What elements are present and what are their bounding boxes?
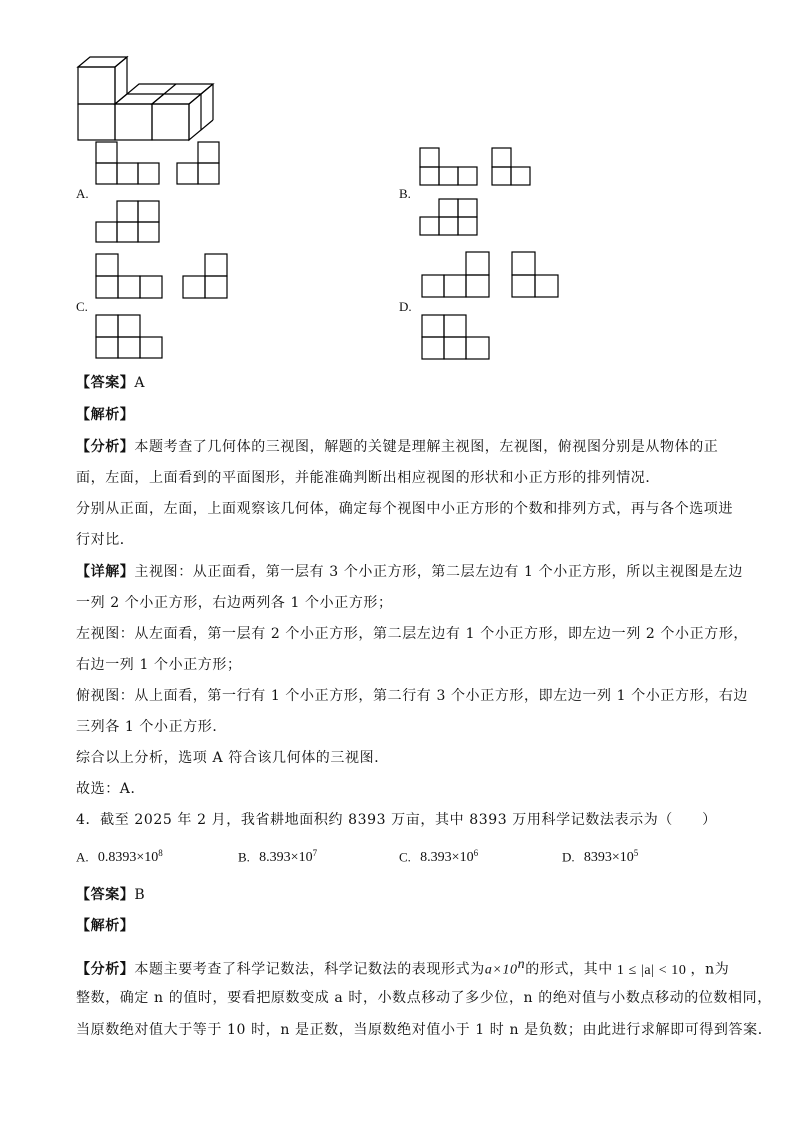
exponent: 8 [158,848,163,858]
option-a-label[interactable]: A. [76,186,89,201]
q4-analysis-heading: 【解析】 [76,918,135,934]
q4-analysis-line1 [76,955,729,981]
option-c-label[interactable]: C. [76,299,88,314]
q3-detail-line8: 故选：A． [76,781,146,797]
option-d-views[interactable] [420,250,565,365]
option-label: C. [399,849,411,865]
q4-answer [76,885,145,905]
q3-detail-line4: 右边一列 1 个小正方形； [76,657,242,673]
option-a-views[interactable] [94,140,224,245]
q3-detail-line1 [76,562,743,582]
option-b-label[interactable]: B. [399,186,411,201]
text-line: ，n为 [690,961,730,978]
exponent: 5 [633,848,639,858]
option-label: B. [238,849,250,865]
q3-detail-line6: 三列各 1 个小正方形． [76,719,228,735]
q3-analysis-line3: 分别从正面，左面，上面观察该几何体，确定每个视图中小正方形的个数和排列方式，再与各个选项进 [76,501,733,517]
q4-option-c[interactable] [399,848,478,866]
q4-option-b[interactable] [238,848,317,866]
q3-analysis-line2: 面，左面，上面看到的平面图形，并能准确判断出相应视图的形状和小正方形的排列情况． [76,470,660,486]
analysis-tag: 【分析】 [76,961,135,978]
answer-label: 【答案】 [76,887,135,903]
q3-detail-line5: 俯视图：从上面看，第一行有 1 个小正方形，第二行有 3 个小正方形，即左边一列 1 个小正方形，右边 [76,688,749,704]
text-line: 的形式，其中 [525,961,613,978]
option-d-label[interactable]: D. [399,299,412,314]
option-value: 8393×10 [583,850,634,866]
q3-detail-line7: 综合以上分析，选项 A 符合该几何体的三视图． [76,750,389,766]
option-b-views[interactable] [418,146,538,238]
text-line: 主视图：从正面看，第一层有 3 个小正方形，第二层左边有 1 个小正方形，所以主视图是左边 [134,564,744,580]
q4-stem: 4．截至 2025 年 2 月，我省耕地面积约 8393 万亩，其中 8393 万用科学记数法表示为（ ） [76,812,717,828]
answer-value: A [134,375,146,391]
option-c-views[interactable] [94,252,234,362]
q3-detail-line2: 一列 2 个小正方形，右边两列各 1 个小正方形； [76,595,393,611]
analysis-heading: 【解析】 [76,407,135,423]
formula-exponent: n [517,957,526,972]
text-line: 本题主要考查了科学记数法，科学记数法的表现形式为 [134,961,485,978]
q3-analysis-line1 [76,437,718,457]
exponent: 6 [473,848,479,858]
q4-analysis-line3: 当原数绝对值大于等于 10 时，n 是正数，当原数绝对值小于 1 时 n 是负数；由此进行求解即可得到答案． [76,1022,773,1038]
solid-figure [70,55,215,145]
q4-option-d[interactable] [562,848,638,866]
option-value: 8.393×10 [259,850,313,866]
q3-analysis-line4: 行对比． [76,532,135,548]
option-value: 0.8393×10 [97,850,159,866]
option-value: 8.393×10 [420,850,474,866]
inequality: 1 ≤ |a| < 10 [616,962,687,978]
q3-answer [76,373,145,393]
exponent: 7 [312,848,318,858]
detail-tag: 【详解】 [76,564,135,580]
formula: a×10 [484,962,518,978]
text-line: 本题考查了几何体的三视图，解题的关键是理解主视图，左视图，俯视图分别是从物体的正 [134,439,719,455]
answer-label: 【答案】 [76,375,135,391]
q3-detail-line3: 左视图：从左面看，第一层有 2 个小正方形，第二层左边有 1 个小正方形，即左边一列 2 个小正方形， [76,626,749,642]
answer-value: B [134,887,146,903]
option-label: D. [562,849,575,865]
option-label: A. [76,849,89,865]
analysis-tag: 【分析】 [76,439,135,455]
q4-option-a[interactable] [76,848,163,866]
q4-analysis-line2: 整数，确定 n 的值时，要看把原数变成 a 时，小数点移动了多少位，n 的绝对值与小数点移动的位数相同， [76,990,772,1006]
